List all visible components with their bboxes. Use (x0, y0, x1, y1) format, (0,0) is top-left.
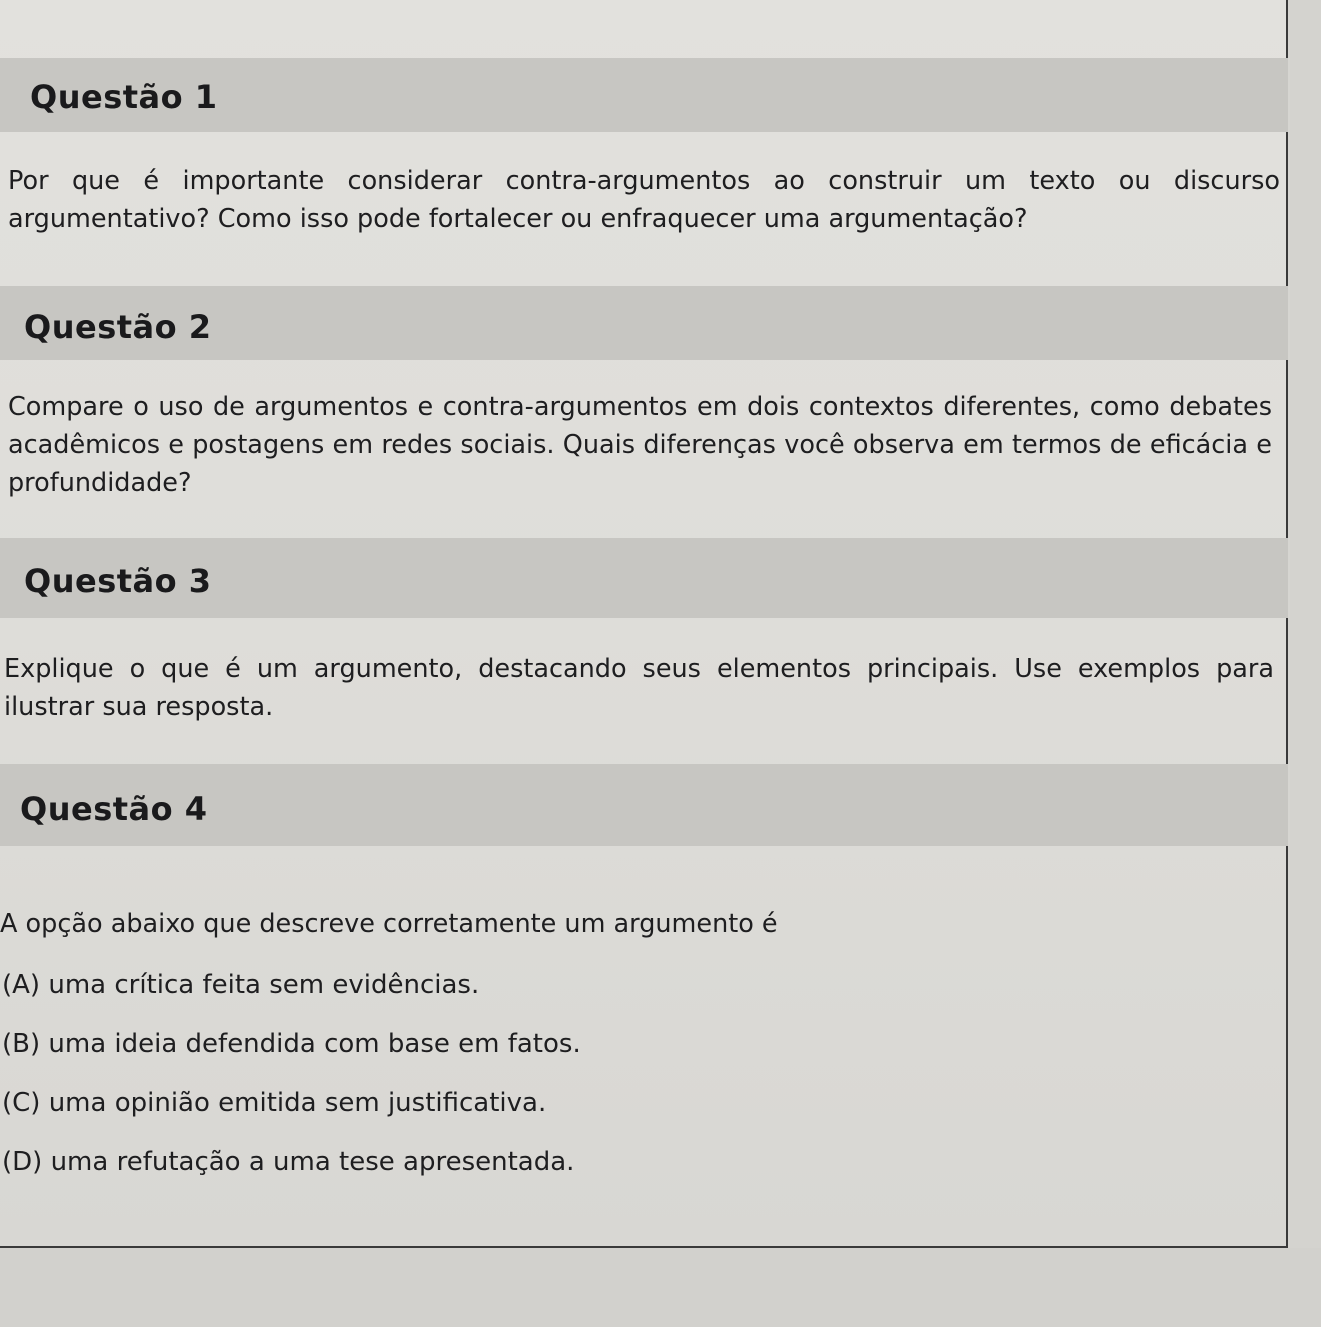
question-4-option-c: (C) uma opinião emitida sem justificativa. (2, 1088, 547, 1118)
question-2-text: Compare o uso de argumentos e contra-argumentos em dois contextos diferentes, como debates acadêmicos e postagens em redes sociais. Quais diferenças você observa em termos de eficácia e profundidade? (8, 392, 1272, 498)
question-4-option-b: (B) uma ideia defendida com base em fatos. (2, 1029, 581, 1059)
question-1-text: Por que é importante considerar contra-argumentos ao construir um texto ou discurso argumentativo? Como isso pode fortalecer ou enfraquecer uma argumentação? (8, 166, 1280, 234)
question-3-title: Questão 3 (24, 562, 212, 600)
question-4-title: Questão 4 (20, 790, 208, 828)
background-right (1290, 0, 1321, 1248)
question-3-text: Explique o que é um argumento, destacando seus elementos principais. Use exemplos para ilustrar sua resposta. (4, 654, 1274, 722)
question-4-prompt: A opção abaixo que descreve corretamente um argumento é (0, 909, 778, 939)
question-1-title: Questão 1 (30, 78, 218, 116)
question-4-option-a: (A) uma crítica feita sem evidências. (2, 970, 480, 1000)
question-4-option-d: (D) uma refutação a uma tese apresentada. (2, 1147, 575, 1177)
question-2-title: Questão 2 (24, 308, 212, 346)
background-bottom (0, 1248, 1321, 1327)
